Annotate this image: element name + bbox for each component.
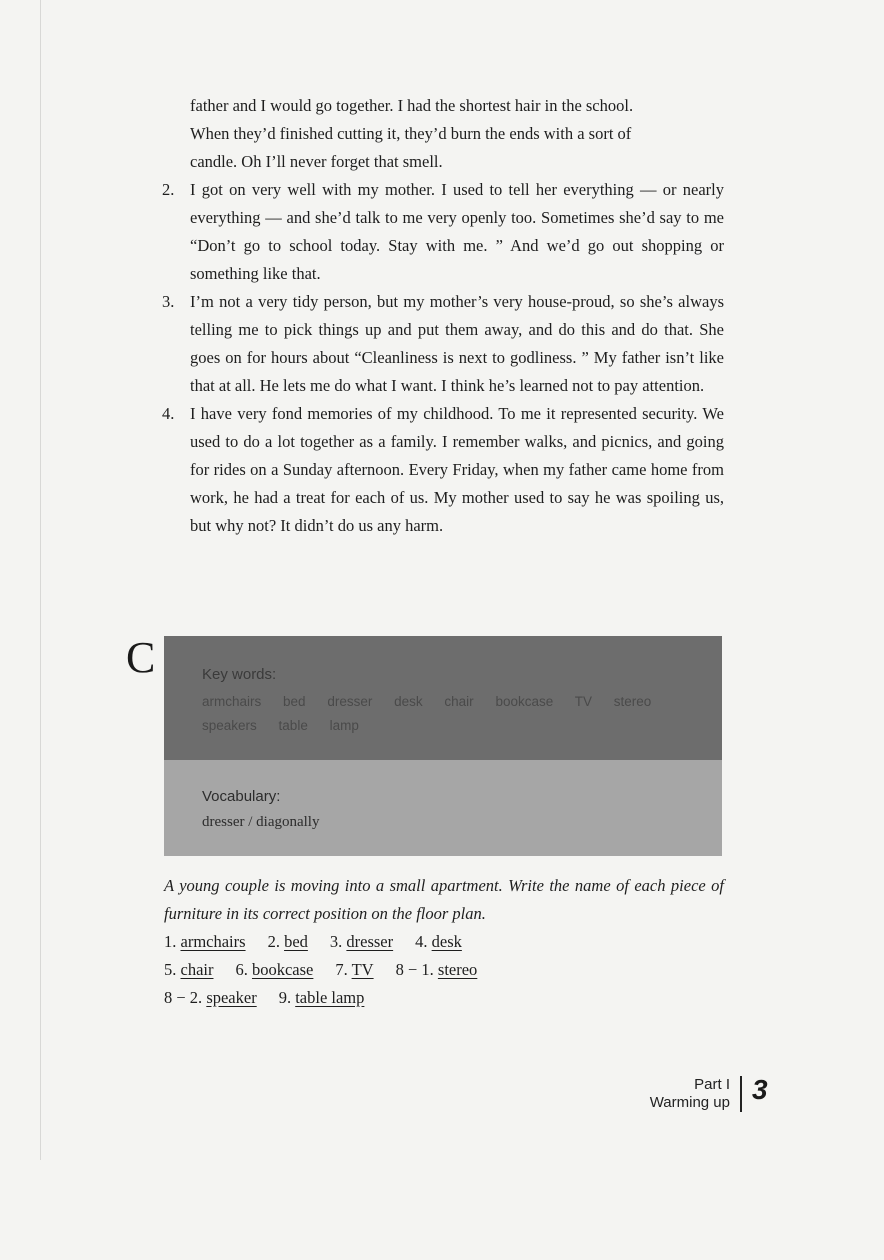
answer-number: 1. — [164, 932, 177, 951]
passage-line: candle. Oh I’ll never forget that smell. — [190, 152, 443, 171]
page-footer — [600, 1076, 730, 1112]
answer-word: bookcase — [251, 960, 314, 979]
key-word: bookcase — [495, 694, 554, 709]
passage — [162, 92, 724, 540]
answer-item — [330, 928, 393, 956]
key-word: chair — [444, 694, 474, 709]
answer-number: 7. — [335, 960, 348, 979]
passage-line: father and I would go together. I had the shortest hair in the school. — [190, 96, 634, 115]
vocabulary-list: dresser / diagonally — [202, 814, 320, 830]
section-letter: C — [126, 633, 156, 682]
passage-line: When they’d finished cutting it, they’d burn the ends with a sort of — [190, 124, 632, 143]
page-number: 3 — [752, 1074, 768, 1105]
answer-word: desk — [431, 932, 462, 951]
passage-item-4 — [162, 400, 724, 540]
answer-item — [164, 984, 257, 1012]
item-text: I got on very well with my mother. I used to tell her everything — or nearly everything — and she’d talk to me very openly too. Sometimes she’d say to me “Don’t go to school today. Stay with me. ” And we’d go out shopping or something like that. — [190, 180, 724, 283]
answer-row — [164, 984, 724, 1012]
vocabulary-panel — [164, 760, 722, 856]
answer-row — [164, 928, 724, 956]
item-text: I have very fond memories of my childhood. To me it represented security. We used to do a lot together as a family. I remember walks, and picnics, and going for rides on a Sunday afternoon. Every Friday, when my father came home from work, he had a treat for each of us. My mother used to say he was spoiling us, but why not? It didn’t do us any harm. — [190, 404, 724, 535]
key-words-box — [164, 636, 722, 856]
answer-number: 8 − 1. — [395, 960, 434, 979]
passage-item-2 — [162, 176, 724, 288]
item-text: I’m not a very tidy person, but my mother’s very house-proud, so she’s always telling me to pick things up and put them away, and do this and do that. She goes on for hours about “Cleanliness is next to godliness. ” My father isn’t like that at all. He lets me do what I want. I think he’s learned not to pay attention. — [190, 292, 724, 395]
answer-number: 8 − 2. — [164, 988, 203, 1007]
answer-number: 5. — [164, 960, 177, 979]
answer-word: armchairs — [180, 932, 246, 951]
answer-number: 2. — [267, 932, 280, 951]
vocabulary-title: Vocabulary: — [202, 788, 281, 805]
answer-word: chair — [180, 960, 214, 979]
item-number: 3. — [162, 292, 175, 311]
answer-number: 3. — [329, 932, 343, 951]
item-number: 2. — [162, 180, 175, 199]
answer-item — [396, 956, 478, 984]
answer-word: stereo — [437, 960, 478, 979]
answer-item — [335, 956, 373, 984]
answer-number: 4. — [415, 932, 428, 951]
key-word: armchairs — [202, 694, 262, 709]
key-word: stereo — [613, 694, 652, 709]
answer-word: TV — [351, 960, 374, 979]
key-word: desk — [394, 694, 423, 709]
key-word: speakers — [202, 718, 257, 733]
passage-item-3 — [162, 288, 724, 400]
answer-item — [268, 928, 308, 956]
exercise-instructions: A young couple is moving into a small apartment. Write the name of each piece of furniture in its correct position on the floor plan. — [164, 876, 724, 923]
answer-item — [164, 928, 246, 956]
item-number: 4. — [162, 404, 175, 423]
answer-item — [415, 928, 462, 956]
answer-item — [279, 984, 365, 1012]
key-word: dresser — [327, 694, 373, 709]
footer-divider — [740, 1076, 742, 1112]
answer-word: bed — [284, 932, 308, 951]
answer-item — [164, 956, 213, 984]
key-word: TV — [574, 694, 593, 709]
key-words-list — [202, 690, 712, 738]
key-word: table lamp — [278, 718, 359, 733]
answer-word: dresser — [346, 932, 394, 951]
left-margin-line — [40, 0, 41, 1160]
answer-number: 9. — [278, 988, 292, 1007]
answer-item — [235, 956, 313, 984]
answer-word: speaker — [206, 988, 257, 1007]
footer-part: Part I — [694, 1076, 730, 1093]
key-words-title: Key words: — [202, 666, 277, 683]
footer-section: Warming up — [649, 1094, 730, 1111]
answer-word: table lamp — [295, 988, 365, 1007]
answer-number: 6. — [235, 960, 248, 979]
answers — [164, 928, 724, 1012]
answer-row — [164, 956, 724, 984]
key-word: bed — [283, 694, 306, 709]
